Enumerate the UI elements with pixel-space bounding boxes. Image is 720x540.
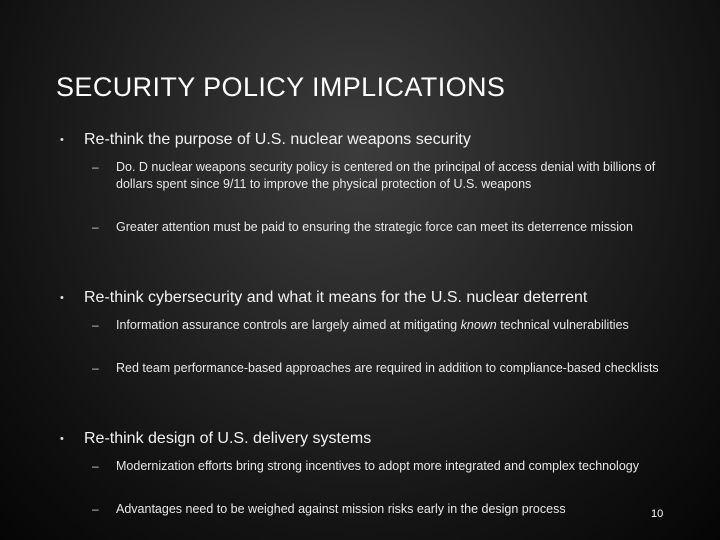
sub-bullet-text: Modernization efforts bring strong incentives to adopt more integrated and complex technology: [116, 459, 639, 473]
sub-bullet-text: [116, 317, 664, 334]
page-number: 10: [651, 508, 664, 520]
sub-bullet-text: Greater attention must be paid to ensuring the strategic force can meet its deterrence mission: [116, 220, 633, 234]
dash-icon: –: [92, 160, 99, 174]
sub-bullet-text: Red team performance-based approaches are required in addition to compliance-based checklists: [116, 361, 659, 375]
dash-icon: –: [92, 361, 99, 375]
bullet-dot-icon: •: [60, 433, 64, 445]
dash-icon: –: [92, 220, 99, 234]
dash-icon: –: [92, 459, 99, 473]
sub-bullet-text-part: technical vulnerabilities: [496, 318, 629, 332]
slide-title: SECURITY POLICY IMPLICATIONS: [56, 72, 506, 102]
bullet-dot-icon: •: [60, 134, 64, 146]
bullet-dot-icon: •: [60, 292, 64, 304]
dash-icon: –: [92, 502, 99, 516]
sub-bullet-text: Do. D nuclear weapons security policy is centered on the principal of access denial with billions of dollars spent since 9/11 to improve the physical protection of U.S. weapons: [116, 160, 656, 191]
bullet-text: Re-think the purpose of U.S. nuclear weapons security: [84, 131, 471, 148]
sub-bullet-text: Advantages need to be weighed against mission risks early in the design process: [116, 502, 566, 516]
bullet-text: Re-think cybersecurity and what it means for the U.S. nuclear deterrent: [84, 289, 588, 306]
dash-icon: –: [92, 318, 99, 332]
bullet-text: Re-think design of U.S. delivery systems: [84, 430, 372, 447]
sub-bullet-text-part: Information assurance controls are largely aimed at mitigating: [116, 318, 461, 332]
emphasis-text: known: [460, 318, 497, 332]
